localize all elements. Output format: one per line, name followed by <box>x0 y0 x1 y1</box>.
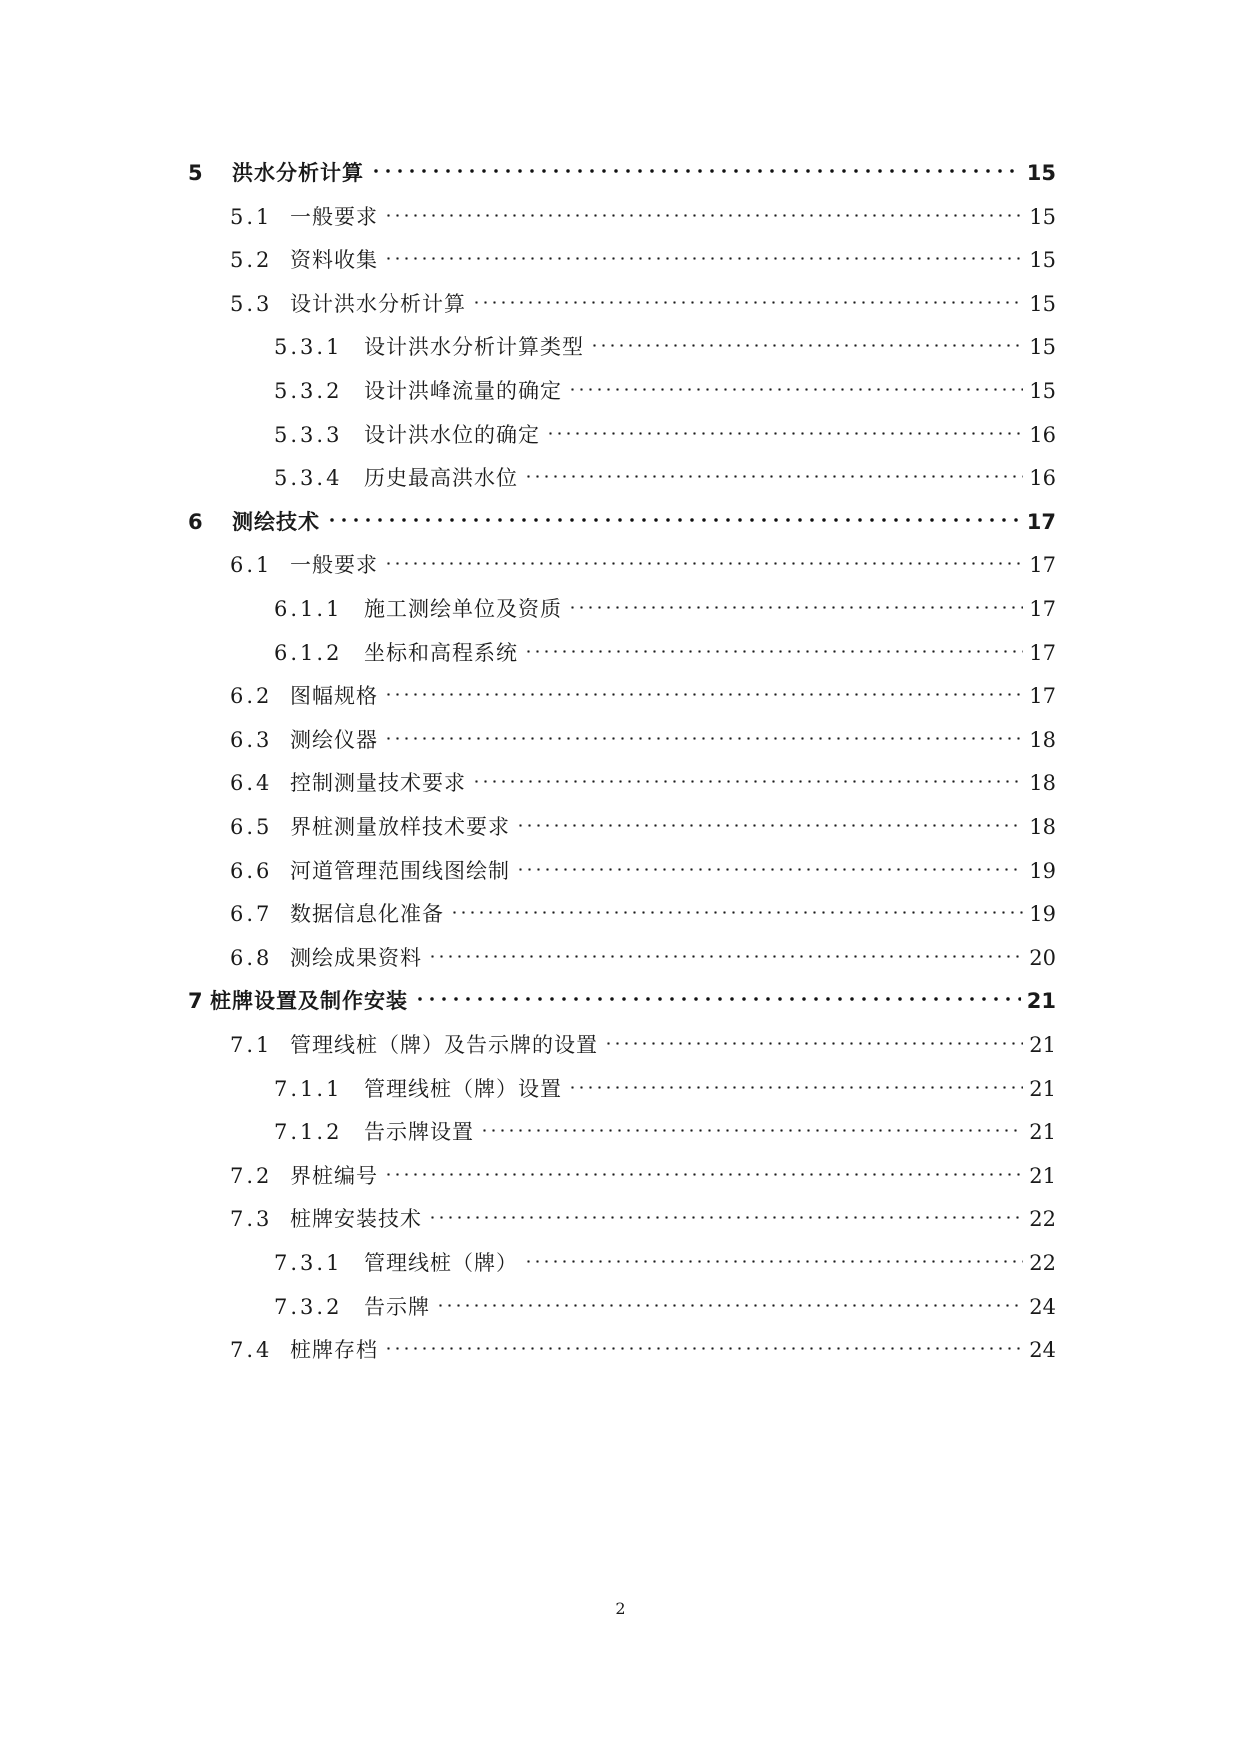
toc-entry-number: 7.4 <box>230 1338 273 1362</box>
toc-dot-leader <box>516 848 1023 878</box>
toc-entry[interactable] <box>274 630 1056 665</box>
toc-entry-title: 洪水分析计算 <box>232 161 364 185</box>
page-number: 2 <box>615 1599 626 1618</box>
toc-entry[interactable] <box>230 891 1056 926</box>
toc-entry-number: 6.4 <box>230 771 273 795</box>
toc-entry-page: 22 <box>1029 1207 1056 1231</box>
toc-dot-leader <box>384 194 1023 224</box>
toc-entry-number: 5 <box>188 161 203 185</box>
toc-dot-leader <box>384 542 1023 572</box>
toc-entry[interactable] <box>274 368 1056 403</box>
toc-entry-number: 7 <box>188 989 203 1013</box>
toc-entry-number: 5.3.3 <box>274 423 343 447</box>
toc-entry[interactable] <box>274 1109 1056 1144</box>
toc-dot-leader <box>428 935 1023 965</box>
toc-dot-leader <box>568 1066 1023 1096</box>
toc-dot-leader <box>384 1327 1023 1357</box>
toc-entry-page: 17 <box>1029 684 1056 708</box>
toc-entry[interactable] <box>230 1196 1056 1231</box>
toc-entry-title: 告示牌 <box>364 1295 430 1319</box>
toc-dot-leader <box>524 630 1023 660</box>
toc-dot-leader <box>326 499 1021 529</box>
toc-entry[interactable] <box>274 586 1056 621</box>
toc-entry-title: 数据信息化准备 <box>290 902 444 926</box>
toc-entry[interactable] <box>230 1153 1056 1188</box>
toc-entry[interactable] <box>188 499 1056 534</box>
toc-entry-page: 17 <box>1026 510 1056 534</box>
toc-dot-leader <box>428 1196 1023 1226</box>
toc-entry-page: 15 <box>1029 248 1056 272</box>
toc-entry-title: 图幅规格 <box>290 684 378 708</box>
toc-entry[interactable] <box>230 760 1056 795</box>
toc-entry-page: 17 <box>1029 553 1056 577</box>
toc-entry-title: 测绘成果资料 <box>290 946 422 970</box>
toc-entry-title: 设计洪水位的确定 <box>364 423 540 447</box>
toc-entry-number: 6.6 <box>230 859 273 883</box>
toc-entry-number: 6.3 <box>230 728 273 752</box>
toc-entry[interactable] <box>230 542 1056 577</box>
toc-dot-leader <box>568 368 1023 398</box>
toc-entry-page: 24 <box>1029 1338 1056 1362</box>
toc-entry-title: 资料收集 <box>290 248 378 272</box>
toc-entry-number: 6.1.1 <box>274 597 343 621</box>
toc-entry[interactable] <box>230 935 1056 970</box>
toc-entry-page: 15 <box>1029 335 1056 359</box>
toc-dot-leader <box>436 1284 1023 1314</box>
toc-entry-title: 告示牌设置 <box>364 1120 474 1144</box>
toc-dot-leader <box>384 673 1023 703</box>
toc-entry-page: 15 <box>1029 292 1056 316</box>
toc-entry-number: 6.7 <box>230 902 273 926</box>
toc-entry-title: 坐标和高程系统 <box>364 641 518 665</box>
toc-entry-number: 5.3.4 <box>274 466 343 490</box>
toc-dot-leader <box>590 324 1023 354</box>
toc-entry-number: 5.3.1 <box>274 335 343 359</box>
toc-entry-page: 17 <box>1029 597 1056 621</box>
toc-entry-title: 河道管理范围线图绘制 <box>290 859 510 883</box>
toc-entry-number: 7.3.1 <box>274 1251 343 1275</box>
toc-entry-number: 6.1 <box>230 553 273 577</box>
toc-entry[interactable] <box>230 1022 1056 1057</box>
toc-entry-number: 5.1 <box>230 205 273 229</box>
toc-dot-leader <box>384 717 1023 747</box>
toc-entry-title: 设计洪水分析计算类型 <box>364 335 584 359</box>
toc-entry[interactable] <box>274 412 1056 447</box>
toc-entry-page: 16 <box>1029 466 1056 490</box>
toc-dot-leader <box>472 760 1023 790</box>
toc-entry-title: 设计洪峰流量的确定 <box>364 379 562 403</box>
toc-entry-number: 5.3 <box>230 292 273 316</box>
toc-entry-title: 桩牌存档 <box>290 1338 378 1362</box>
toc-entry[interactable] <box>230 281 1056 316</box>
toc-entry-number: 6.1.2 <box>274 641 343 665</box>
toc-entry-title: 界桩测量放样技术要求 <box>290 815 510 839</box>
toc-entry[interactable] <box>274 455 1056 490</box>
toc-entry-page: 24 <box>1029 1295 1056 1319</box>
toc-entry-page: 18 <box>1029 815 1056 839</box>
toc-entry-number: 7.1 <box>230 1033 273 1057</box>
toc-dot-leader <box>524 455 1023 485</box>
toc-entry-page: 21 <box>1029 1033 1056 1057</box>
toc-entry-page: 16 <box>1029 423 1056 447</box>
toc-entry-number: 7.3 <box>230 1207 273 1231</box>
toc-entry-page: 19 <box>1029 859 1056 883</box>
toc-entry-number: 7.3.2 <box>274 1295 343 1319</box>
toc-entry[interactable] <box>274 324 1056 359</box>
toc-dot-leader <box>546 412 1023 442</box>
toc-dot-leader <box>370 150 1021 180</box>
toc-entry-title: 测绘技术 <box>232 510 320 534</box>
toc-entry[interactable] <box>274 1066 1056 1101</box>
toc-entry-page: 21 <box>1029 1077 1056 1101</box>
toc-entry-title: 设计洪水分析计算 <box>290 292 466 316</box>
toc-entry-title: 测绘仪器 <box>290 728 378 752</box>
toc-entry[interactable] <box>230 194 1056 229</box>
toc-entry-title: 管理线桩（牌）及告示牌的设置 <box>290 1033 598 1057</box>
toc-dot-leader <box>516 804 1023 834</box>
toc-entry-title: 桩牌设置及制作安装 <box>210 989 408 1013</box>
toc-entry-number: 7.1.2 <box>274 1120 343 1144</box>
toc-entry-title: 桩牌安装技术 <box>290 1207 422 1231</box>
toc-dot-leader <box>384 1153 1023 1183</box>
toc-entry[interactable] <box>230 1327 1056 1362</box>
toc-entry-title: 一般要求 <box>290 205 378 229</box>
toc-entry-title: 历史最高洪水位 <box>364 466 518 490</box>
toc-entry[interactable] <box>188 150 1056 185</box>
toc-entry[interactable] <box>230 848 1056 883</box>
toc-entry-number: 6.8 <box>230 946 273 970</box>
toc-entry-number: 5.3.2 <box>274 379 343 403</box>
toc-entry-page: 15 <box>1026 161 1056 185</box>
toc-entry-title: 施工测绘单位及资质 <box>364 597 562 621</box>
toc-entry[interactable] <box>274 1240 1056 1275</box>
toc-entry-title: 控制测量技术要求 <box>290 771 466 795</box>
toc-entry-page: 17 <box>1029 641 1056 665</box>
toc-entry-page: 21 <box>1029 1164 1056 1188</box>
toc-dot-leader <box>480 1109 1023 1139</box>
toc-entry-title: 界桩编号 <box>290 1164 378 1188</box>
toc-entry[interactable] <box>230 237 1056 272</box>
toc-entry-number: 5.2 <box>230 248 273 272</box>
toc-dot-leader <box>384 237 1023 267</box>
toc-entry-title: 管理线桩（牌）设置 <box>364 1077 562 1101</box>
toc-dot-leader <box>414 978 1021 1008</box>
toc-entry-page: 18 <box>1029 771 1056 795</box>
toc-entry-page: 18 <box>1029 728 1056 752</box>
toc-entry-number: 6.5 <box>230 815 273 839</box>
toc-dot-leader <box>604 1022 1023 1052</box>
toc-dot-leader <box>450 891 1023 921</box>
toc-entry[interactable] <box>188 978 1056 1013</box>
toc-dot-leader <box>472 281 1023 311</box>
toc-entry-number: 7.1.1 <box>274 1077 343 1101</box>
toc-entry[interactable] <box>230 673 1056 708</box>
toc-entry-page: 20 <box>1029 946 1056 970</box>
toc-entry-number: 7.2 <box>230 1164 273 1188</box>
toc-entry-page: 21 <box>1029 1120 1056 1144</box>
toc-entry[interactable] <box>274 1284 1056 1319</box>
toc-entry-page: 22 <box>1029 1251 1056 1275</box>
toc-entry[interactable] <box>230 717 1056 752</box>
toc-entry-page: 15 <box>1029 205 1056 229</box>
toc-entry-page: 15 <box>1029 379 1056 403</box>
toc-entry-page: 19 <box>1029 902 1056 926</box>
toc-entry-number: 6.2 <box>230 684 273 708</box>
toc-entry-number: 6 <box>188 510 203 534</box>
toc-entry[interactable] <box>230 804 1056 839</box>
toc-entry-title: 管理线桩（牌） <box>364 1251 518 1275</box>
toc-dot-leader <box>524 1240 1023 1270</box>
toc-dot-leader <box>568 586 1023 616</box>
toc-entry-title: 一般要求 <box>290 553 378 577</box>
toc-entry-page: 21 <box>1026 989 1056 1013</box>
